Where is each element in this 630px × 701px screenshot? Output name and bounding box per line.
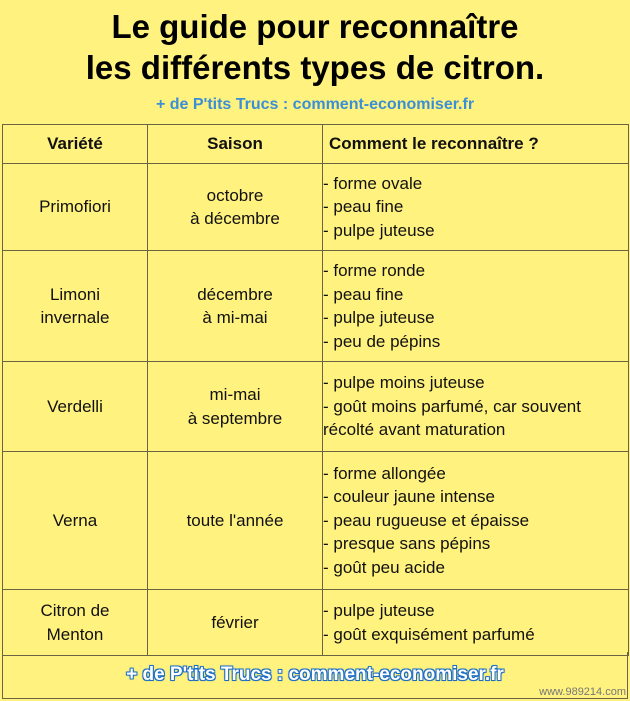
features-cell (323, 590, 629, 656)
header-how-to-recognize: Comment le reconnaître ? (323, 125, 629, 164)
header-variety: Variété (3, 125, 148, 164)
feature-item: - forme allongée (323, 463, 446, 483)
season-line: octobre (206, 185, 264, 205)
season-cell (148, 251, 323, 362)
variety-name: Citron de (40, 601, 110, 620)
lemon-guide-table (2, 124, 629, 656)
variety-name: invernale (40, 308, 110, 327)
variety-cell (3, 164, 148, 251)
season-line: à décembre (190, 209, 280, 228)
season-cell (148, 164, 323, 251)
title-line-2: les différents types de citron. (85, 49, 545, 86)
variety-name: Verna (52, 510, 98, 530)
features-cell (323, 164, 629, 251)
feature-item: - pulpe juteuse (323, 601, 435, 620)
feature-item: - goût peu acide (323, 557, 445, 577)
season-cell (148, 452, 323, 590)
season-cell (148, 362, 323, 452)
table-row (3, 164, 629, 251)
feature-item: - peau fine (323, 284, 404, 304)
variety-name: Limoni (49, 284, 101, 304)
feature-item: - peau rugueuse et épaisse (323, 510, 530, 530)
subtitle-link[interactable]: + de P'tits Trucs : comment-economiser.fr (155, 96, 475, 113)
variety-cell (3, 590, 148, 656)
variety-name: Primofiori (39, 197, 111, 217)
table-row (3, 452, 629, 590)
table-row (3, 362, 629, 452)
feature-item: - peu de pépins (323, 331, 441, 351)
season-line: à mi-mai (202, 308, 268, 327)
season-line: toute l'année (186, 510, 284, 530)
season-line: mi-mai (209, 385, 261, 404)
features-cell (323, 362, 629, 452)
season-line: décembre (197, 284, 273, 304)
page-title (0, 6, 630, 88)
footer-link[interactable]: + de P'tits Trucs : comment-economiser.fr (126, 664, 504, 685)
variety-cell (3, 362, 148, 452)
variety-name: Verdelli (47, 396, 103, 416)
variety-name: Menton (46, 624, 104, 644)
features-cell (323, 251, 629, 362)
features-cell (323, 452, 629, 590)
feature-item: - forme ronde (323, 261, 426, 280)
feature-item: - goût exquisément parfumé (323, 624, 535, 644)
feature-item: - couleur jaune intense (323, 487, 496, 507)
feature-item: - goût moins parfumé, car souvent (323, 396, 581, 416)
header-season: Saison (148, 125, 323, 164)
table-header-row (3, 125, 629, 164)
table-row (3, 251, 629, 362)
feature-item: - presque sans pépins (323, 534, 491, 554)
season-line: à septembre (187, 408, 283, 428)
feature-item: - forme ovale (323, 173, 423, 193)
season-cell (148, 590, 323, 656)
feature-item: - peau fine (323, 197, 404, 217)
feature-item: - pulpe juteuse (323, 220, 435, 240)
variety-cell (3, 251, 148, 362)
season-line: février (211, 612, 259, 632)
feature-item: récolté avant maturation (323, 420, 506, 440)
table-row (3, 590, 629, 656)
watermark: www.989214.com (539, 686, 626, 698)
feature-item: - pulpe moins juteuse (323, 373, 485, 393)
title-line-1: Le guide pour reconnaître (111, 8, 519, 45)
feature-item: - pulpe juteuse (323, 308, 435, 327)
variety-cell (3, 452, 148, 590)
